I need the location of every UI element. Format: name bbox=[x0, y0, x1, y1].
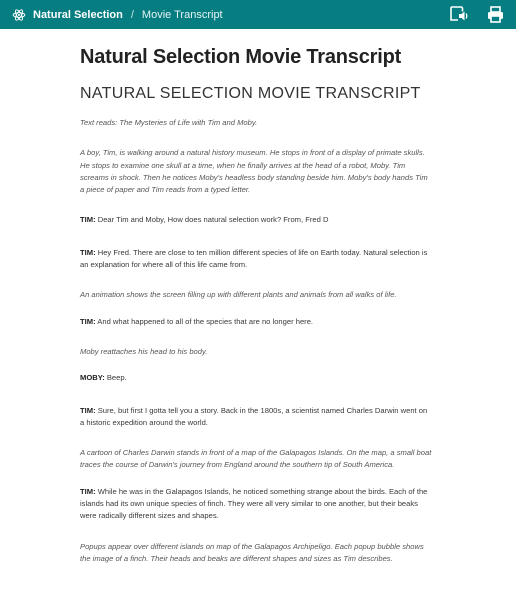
paragraph-text: While he was in the Galapagos Islands, he noticed something strange about the birds. Each of the islands had its own unique species of finch. They were all very similar to one another, but their beaks were radically different sizes and shapes. bbox=[80, 486, 428, 521]
speaker-label: TIM: bbox=[80, 486, 96, 496]
dialogue-line bbox=[80, 405, 432, 430]
paragraph-text: Text reads: The Mysteries of Life with Tim and Moby. bbox=[80, 118, 258, 127]
paragraph-text: A cartoon of Charles Darwin stands in front of a map of the Galapagos Islands. On the map, a small boat traces the course of Darwin's journey from England around the southern tip of South America. bbox=[80, 448, 432, 470]
scene-description bbox=[80, 147, 432, 196]
scene-description bbox=[80, 447, 432, 472]
transcript-heading: NATURAL SELECTION MOVIE TRANSCRIPT bbox=[80, 85, 421, 102]
read-aloud-icon bbox=[449, 5, 469, 23]
dialogue-line bbox=[80, 372, 432, 384]
print-button[interactable] bbox=[484, 4, 506, 24]
paragraph-text: Beep. bbox=[104, 373, 127, 383]
read-aloud-button[interactable] bbox=[448, 4, 470, 24]
scene-description bbox=[80, 541, 432, 566]
top-bar bbox=[0, 0, 516, 29]
speaker-label: TIM: bbox=[80, 316, 96, 326]
dialogue-line bbox=[80, 247, 432, 272]
speaker-label: TIM: bbox=[80, 405, 96, 415]
toolbar bbox=[448, 4, 506, 24]
transcript-paragraphs bbox=[80, 117, 432, 565]
dialogue-line bbox=[80, 214, 432, 226]
paragraph-text: Sure, but first I gotta tell you a story. Back in the 1800s, a scientist named Charles Darwin went on a historic expedition around the world. bbox=[80, 405, 428, 427]
paragraph-text: Dear Tim and Moby, How does natural selection work? From, Fred D bbox=[95, 215, 329, 225]
dialogue-line bbox=[80, 316, 432, 328]
breadcrumb-current-page: Movie Transcript bbox=[141, 8, 223, 21]
page-title: Natural Selection Movie Transcript bbox=[80, 46, 402, 68]
transcript-content bbox=[80, 29, 432, 565]
atom-icon[interactable] bbox=[12, 8, 26, 22]
breadcrumb-separator: / bbox=[130, 8, 134, 21]
paragraph-text: Popups appear over different islands on map of the Galapagos Archipeligo. Each popup bubble shows the image of a finch. Their heads and beaks are different shapes and sizes as Tim describes. bbox=[80, 541, 424, 563]
paragraph-text: Hey Fred. There are close to ten million different species of life on Earth today. Natural selection is an explanation for where all of this life came from. bbox=[80, 247, 428, 270]
speaker-label: TIM: bbox=[80, 215, 96, 225]
dialogue-line bbox=[80, 486, 432, 523]
scene-description bbox=[80, 346, 432, 358]
paragraph-text: A boy, Tim, is walking around a natural history museum. He stops in front of a display of primate skulls. He stops to examine one skull at a time, when he finally arrives at the head of a robot, Moby. Tim screams in shock. Then he notices Moby's headless body standing beside him. Moby's body hands Tim a piece of paper and Tim reads from a typed letter. bbox=[80, 148, 428, 195]
scene-description bbox=[80, 289, 432, 301]
paragraph-text: An animation shows the screen filling up with different plants and animals from all walks of life. bbox=[80, 290, 397, 300]
speaker-label: TIM: bbox=[80, 247, 96, 257]
print-icon bbox=[487, 6, 504, 23]
scene-description bbox=[80, 117, 432, 129]
paragraph-text: And what happened to all of the species that are no longer here. bbox=[95, 316, 314, 326]
breadcrumb-app-link[interactable]: Natural Selection bbox=[33, 8, 123, 21]
paragraph-text: Moby reattaches his head to his body. bbox=[80, 346, 208, 356]
speaker-label: MOBY: bbox=[80, 373, 105, 383]
